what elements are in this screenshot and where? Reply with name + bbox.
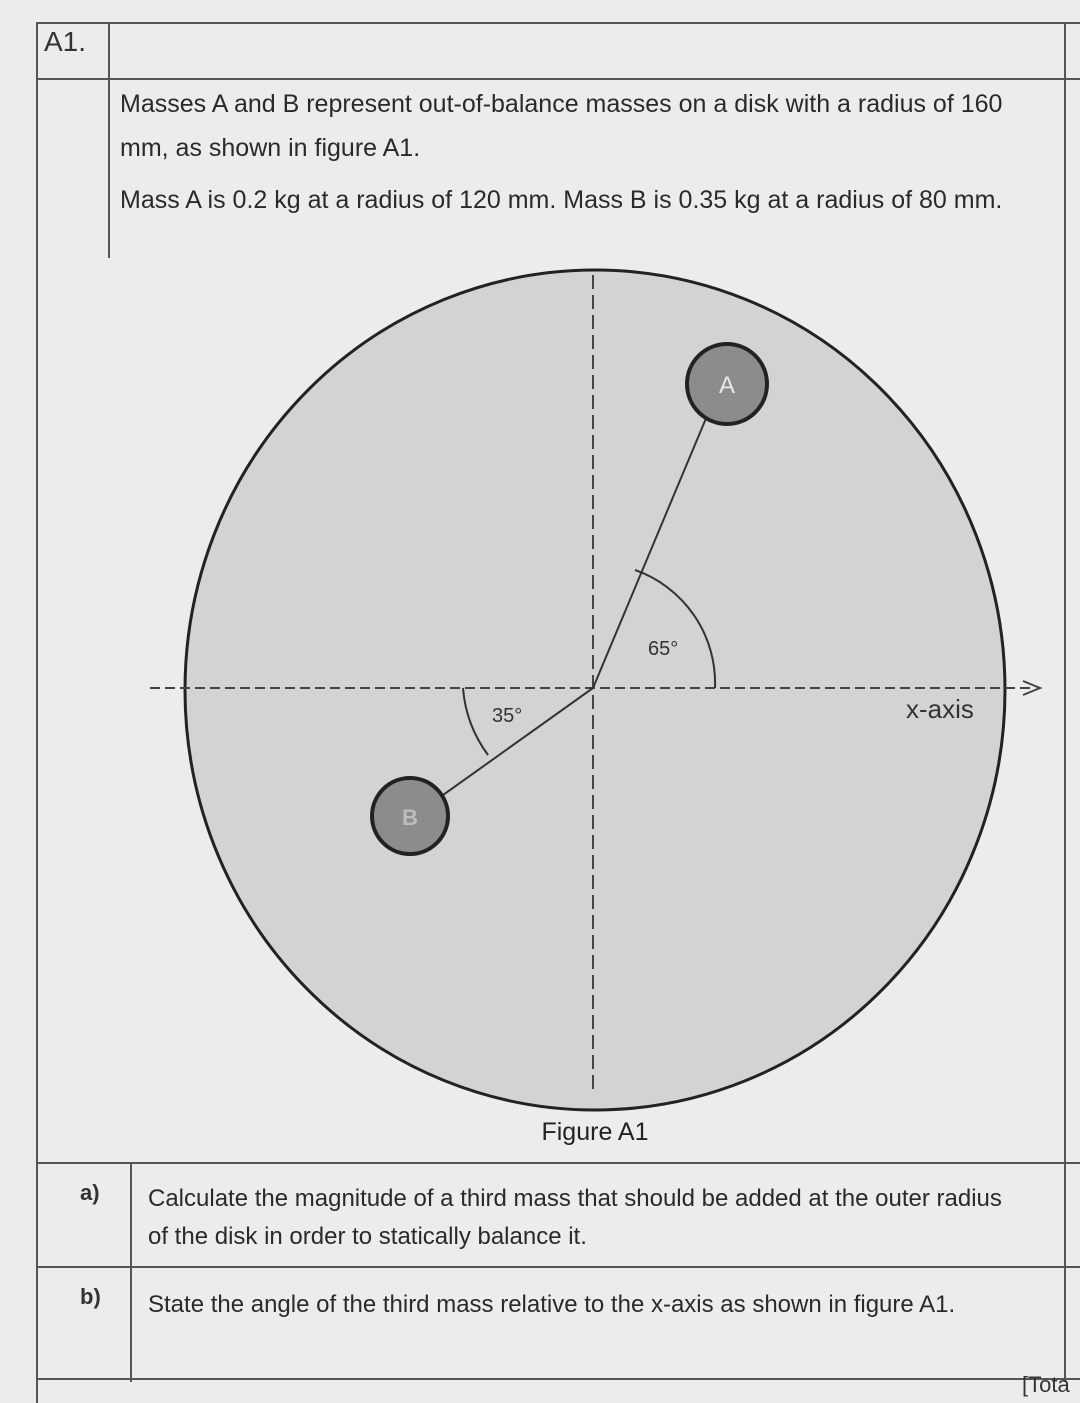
mass-b-label: B bbox=[402, 805, 418, 830]
mass-a-label: A bbox=[718, 372, 736, 399]
intro-paragraph-2: Mass A is 0.2 kg at a radius of 120 mm. Mass B is 0.35 kg at a radius of 80 mm. bbox=[120, 186, 1003, 214]
x-axis-label: x-axis bbox=[906, 694, 974, 724]
intro-paragraph-1: Masses A and B represent out-of-balance masses on a disk with a radius of 160 mm, as shown in figure A1. bbox=[120, 90, 1003, 162]
angle-label-a: 65° bbox=[648, 638, 679, 660]
figure-a1-diagram bbox=[130, 260, 1060, 1130]
table-border-left bbox=[36, 22, 38, 1403]
part-a-label: a) bbox=[80, 1180, 100, 1205]
figure-row-divider bbox=[36, 1162, 1080, 1164]
disk bbox=[185, 270, 1005, 1110]
table-border-bottom bbox=[36, 1378, 1080, 1380]
label-column-divider bbox=[130, 1162, 132, 1382]
table-border-inner-left bbox=[108, 22, 110, 80]
table-border-top bbox=[36, 22, 1080, 24]
figure-caption: Figure A1 bbox=[541, 1118, 649, 1146]
part-b-label: b) bbox=[80, 1284, 101, 1309]
part-b-text: State the angle of the third mass relative to the x-axis as shown in figure A1. bbox=[148, 1291, 956, 1318]
table-border-right bbox=[1064, 22, 1066, 1382]
part-row-divider bbox=[36, 1266, 1080, 1268]
total-marks: [Tota bbox=[1022, 1372, 1070, 1397]
angle-label-b: 35° bbox=[492, 705, 523, 727]
intro-cell-left bbox=[108, 78, 110, 258]
part-a-text: Calculate the magnitude of a third mass that should be added at the outer radius of the disk in order to statically balance it. bbox=[148, 1185, 1002, 1250]
question-number: A1. bbox=[44, 26, 87, 57]
header-row-divider bbox=[36, 78, 1080, 80]
